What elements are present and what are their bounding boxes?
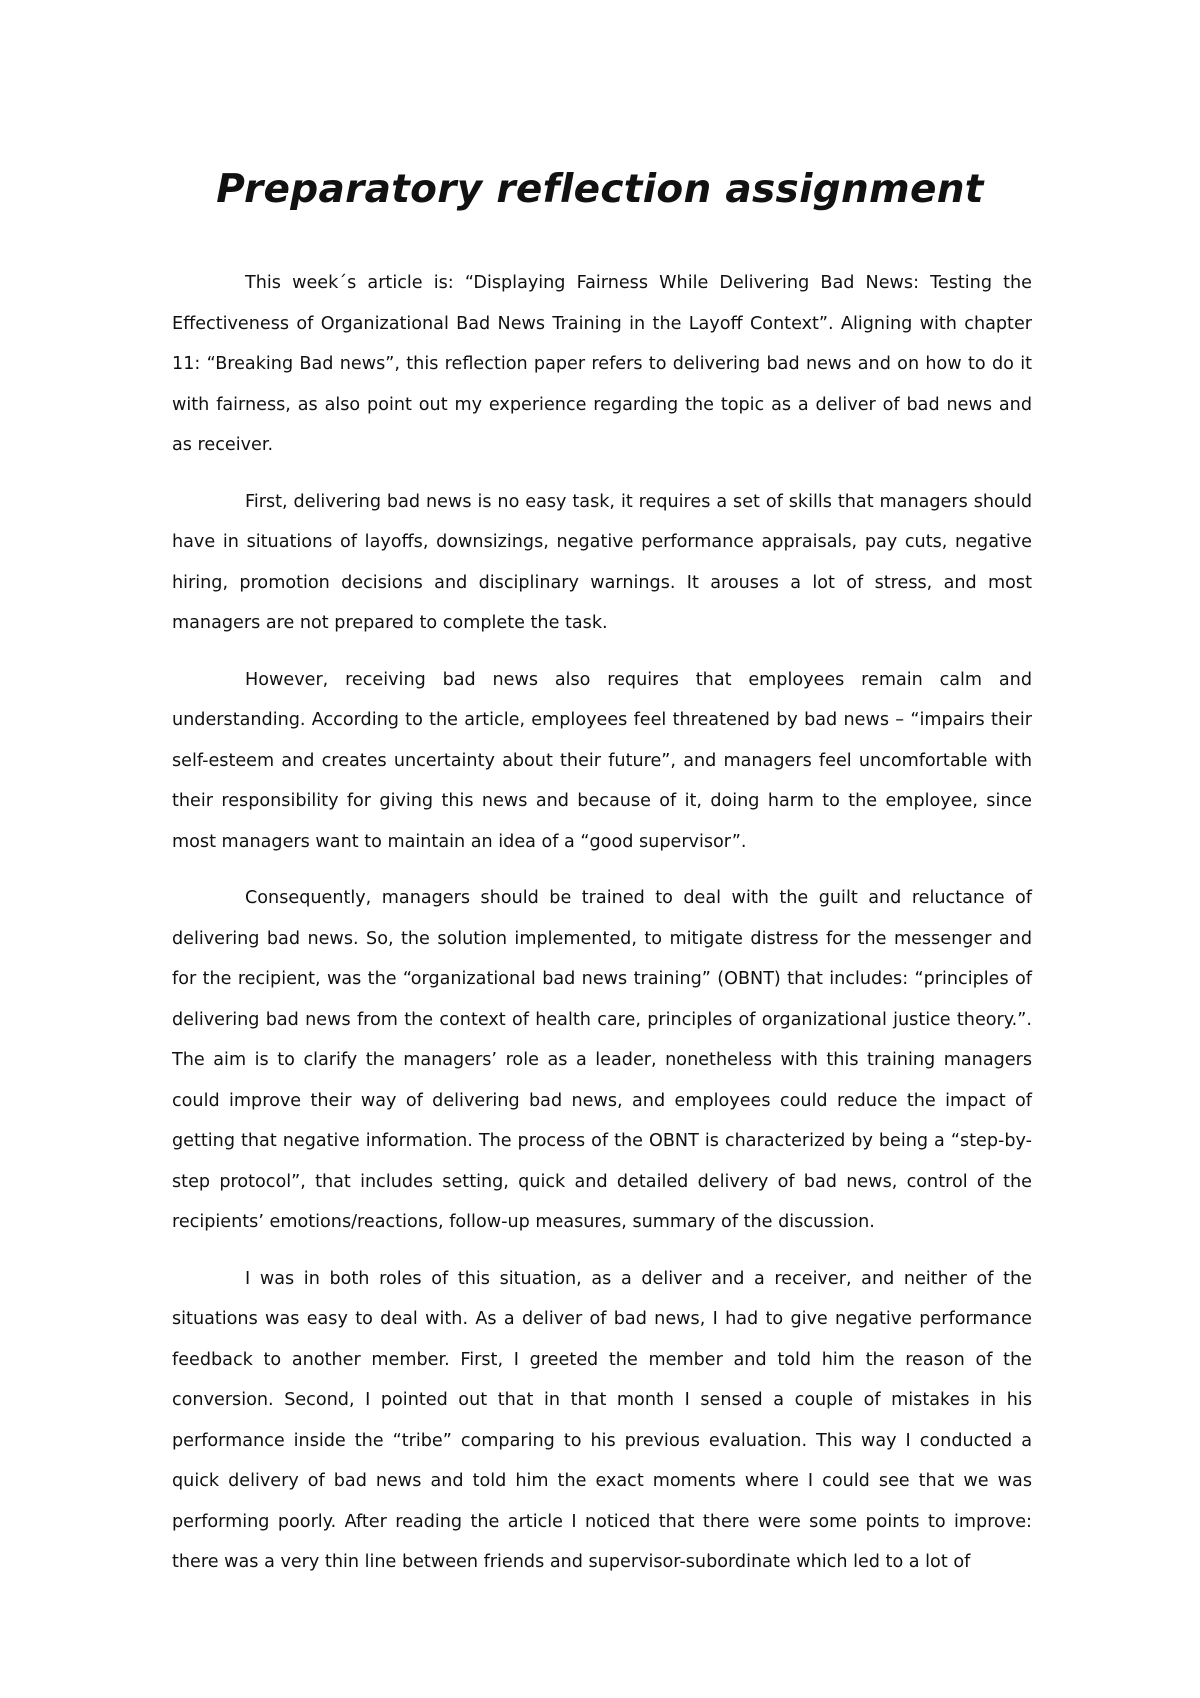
paragraph-experience: I was in both roles of this situation, as a deliver and a receiver, and neither of the situations was easy to deal with. As a deliver of bad news, I had to give negative performance feedback to another member. First, I greeted the member and told him the reason of the conversion. Second, I pointed out that in that month I sensed a couple of mistakes in his performance inside the “tribe” comparing to his previous evaluation. This way I conducted a quick delivery of bad news and told him the exact moments where I could see that we was performing poorly. After reading the article I noticed that there were some points to improve: there was a very thin line between friends and supervisor-subordinate which led to a lot of xyxy=(172,1268,1032,1572)
paragraph-intro: This week´s article is: “Displaying Fairness While Delivering Bad News: Testing the Effectiveness of Organizational Bad News Training in the Layoff Context”. Aligning with chapter 11: “Breaking Bad news”, this reflection paper refers to delivering bad news and on how to do it with fairness, as also point out my experience regarding the topic as a deliver of bad news and as receiver. xyxy=(172,273,1032,455)
paragraph-consequently: Consequently, managers should be trained to deal with the guilt and reluctance of delivering bad news. So, the solution implemented, to mitigate distress for the messenger and for the recipient, was the “organizational bad news training” (OBNT) that includes: “principles of delivering bad news from the context of health care, principles of organizational justice theory.”. The aim is to clarify the managers’ role as a leader, nonetheless with this training managers could improve their way of delivering bad news, and employees could reduce the impact of getting that negative information. The process of the OBNT is characterized by being a “step-by-step protocol”, that includes setting, quick and detailed delivery of bad news, control of the recipients’ emotions/reactions, follow-up measures, summary of the discussion. xyxy=(172,888,1032,1232)
document-title: Preparatory reflection assignment xyxy=(216,167,984,212)
paragraph-however: However, receiving bad news also requires that employees remain calm and understanding. According to the article, employees feel threatened by bad news – “impairs their self-esteem and creates uncertainty about their future”, and managers feel uncomfortable with their responsibility for giving this news and because of it, doing harm to the employee, since most managers want to maintain an idea of a “good supervisor”. xyxy=(172,669,1032,852)
paragraph-first: First, delivering bad news is no easy task, it requires a set of skills that managers should have in situations of layoffs, downsizings, negative performance appraisals, pay cuts, negative hiring, promotion decisions and disciplinary warnings. It arouses a lot of stress, and most managers are not prepared to complete the task. xyxy=(172,491,1032,633)
document-body xyxy=(172,263,1032,1583)
